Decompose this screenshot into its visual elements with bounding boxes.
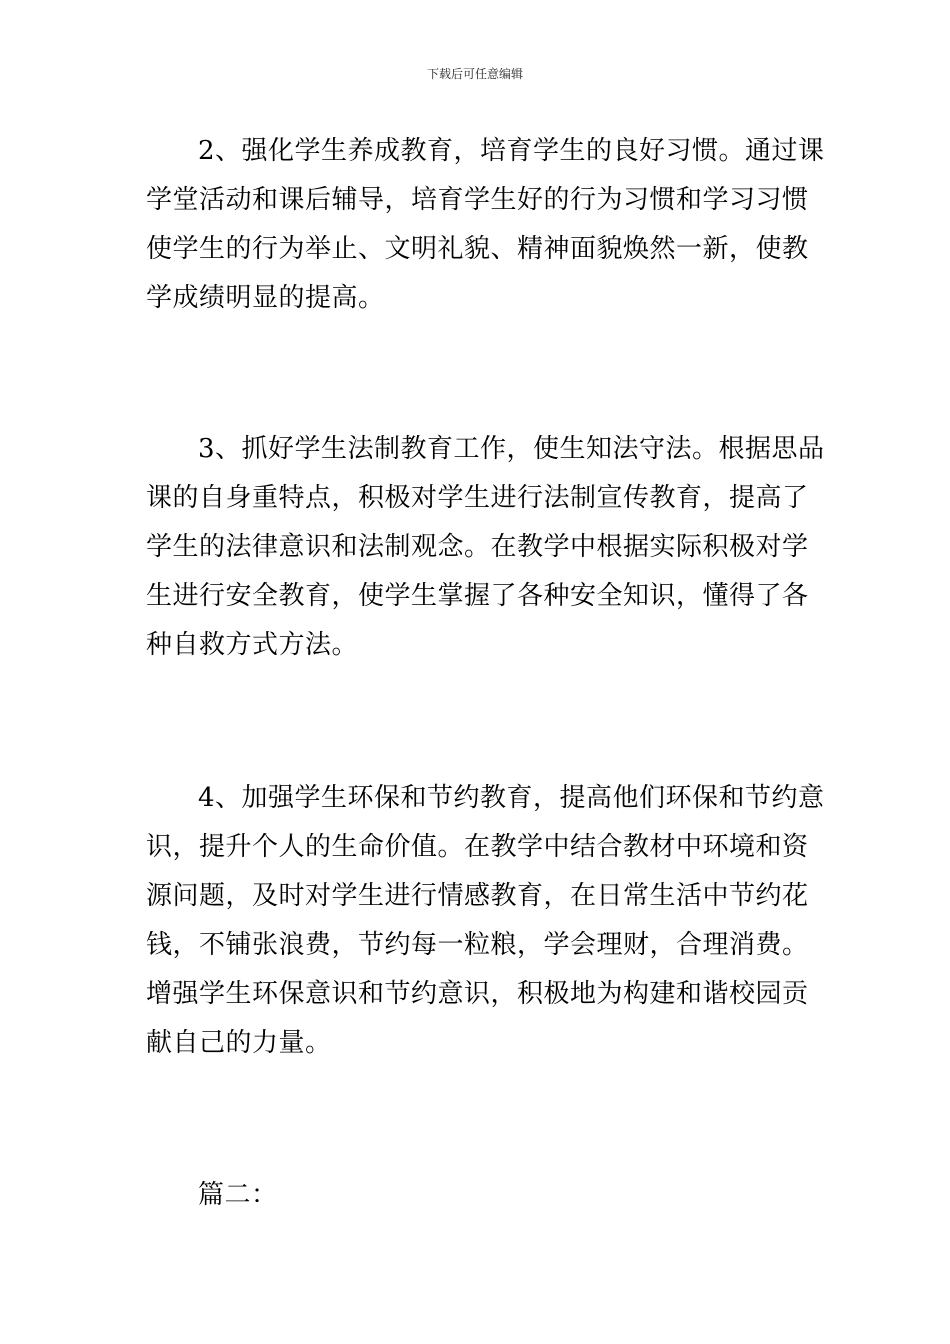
- paragraph-line: 钱，不铺张浪费，节约每一粒粮，学会理财，合理消费。: [146, 930, 809, 960]
- paragraph-3: [146, 425, 825, 670]
- section-heading-text: 篇二：: [198, 1180, 278, 1210]
- paragraph-line: 使学生的行为举止、文明礼貌、精神面貌焕然一新，使教: [146, 234, 809, 264]
- paragraph-line: 学生的法律意识和法制观念。在教学中根据实际积极对学: [146, 532, 809, 562]
- paragraph-line: 学堂活动和课后辅导，培育学生好的行为习惯和学习习惯: [146, 185, 809, 215]
- paragraph-line: 学成绩明显的提高。: [146, 283, 385, 313]
- paragraph-line: 源问题，及时对学生进行情感教育，在日常生活中节约花: [146, 881, 809, 911]
- paragraph-line: 献自己的力量。: [146, 1028, 332, 1058]
- paragraph-4: [146, 774, 825, 1068]
- paragraph-2: [146, 127, 825, 323]
- paragraph-line: 2、强化学生养成教育，培育学生的良好习惯。通过课: [198, 136, 825, 166]
- section-heading: [146, 1171, 810, 1220]
- paragraph-line: 4、加强学生环保和节约教育，提高他们环保和节约意: [198, 783, 825, 813]
- page-header: 下载后可任意编辑: [426, 67, 523, 81]
- paragraph-line: 增强学生环保意识和节约意识，积极地为构建和谐校园贡: [146, 979, 809, 1009]
- paragraph-line: 识，提升个人的生命价值。在教学中结合教材中环境和资: [146, 832, 809, 862]
- paragraph-line: 课的自身重特点，积极对学生进行法制宣传教育，提高了: [146, 483, 809, 513]
- paragraph-line: 生进行安全教育，使学生掌握了各种安全知识，懂得了各: [146, 581, 809, 611]
- paragraph-line: 3、抓好学生法制教育工作，使生知法守法。根据思品: [198, 434, 825, 464]
- paragraph-line: 种自救方式方法。: [146, 630, 359, 660]
